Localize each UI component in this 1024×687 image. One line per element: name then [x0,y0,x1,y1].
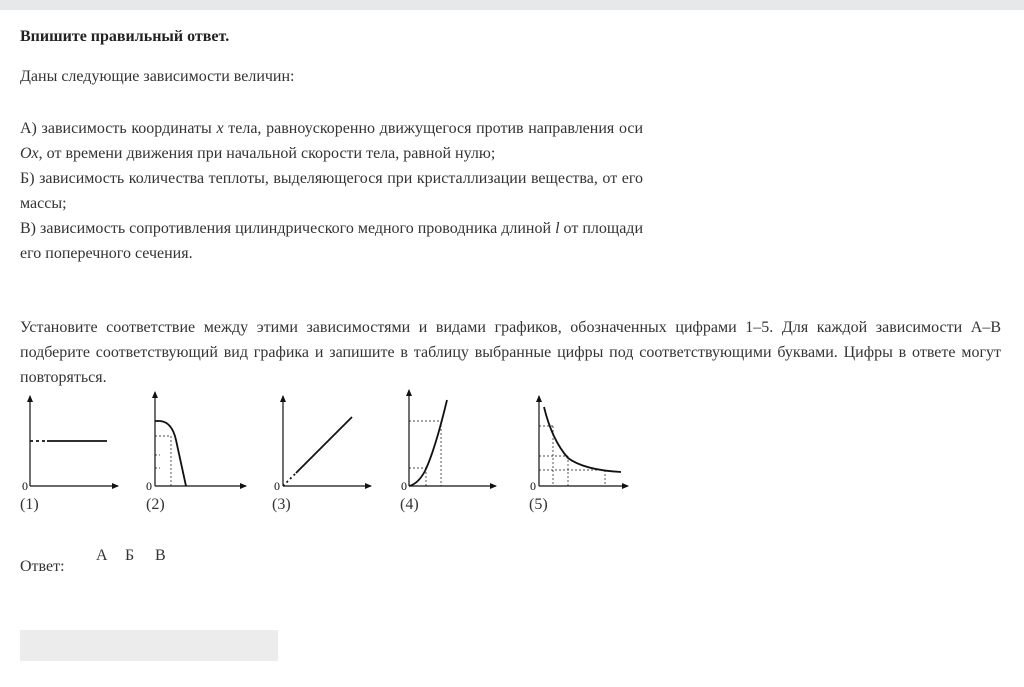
answer-input[interactable] [20,630,278,661]
graph-5-label: (5) [529,496,548,513]
top-bar [0,0,1024,10]
graph-5 [530,396,628,493]
graph-2 [146,392,246,493]
graph-4-label: (4) [400,496,419,513]
graph-3-label: (3) [272,496,291,513]
dependency-b: Б) зависимость количества теплоты, выделяющегося при кристаллизации вещества, от его массы; [20,170,643,212]
graph-1 [22,396,118,493]
graph-1-label: (1) [20,496,39,513]
graph-2-origin: 0 [146,479,152,493]
answer-letter-b: Б [125,547,135,564]
answer-letter-a: А [96,547,108,564]
dependencies-list [20,116,643,266]
dependency-a: А) зависимость координаты x тела, равноускоренно движущегося против направления оси Ox, от времени движения при начальной скорости тела, равной нулю; [20,120,643,162]
task-heading: Впишите правильный ответ. [20,28,230,45]
graph-1-origin: 0 [22,479,28,493]
graph-3-origin: 0 [274,479,280,493]
dependency-c: В) зависимость сопротивления цилиндрического медного проводника длиной l от площади его поперечного сечения. [20,220,644,262]
graph-4 [401,390,496,493]
task-instructions: Установите соответствие между этими зависимостями и видами графиков, обозначенных цифрами 1–5. Для каждой зависимости А–В подберите соответствующий вид графика и запишите в таблицу выбранные цифры под соответствующими буквами. Цифры в ответе могут повторяться. [20,319,1001,386]
graph-2-label: (2) [146,496,165,513]
graph-4-origin: 0 [401,479,407,493]
graphs-figure [0,388,640,513]
answer-label: Ответ: [20,558,65,575]
graphs-svg [0,388,640,513]
answer-letter-c: В [155,547,166,564]
graph-3 [274,396,371,493]
graph-5-origin: 0 [530,479,536,493]
task-intro: Даны следующие зависимости величин: [20,68,295,85]
